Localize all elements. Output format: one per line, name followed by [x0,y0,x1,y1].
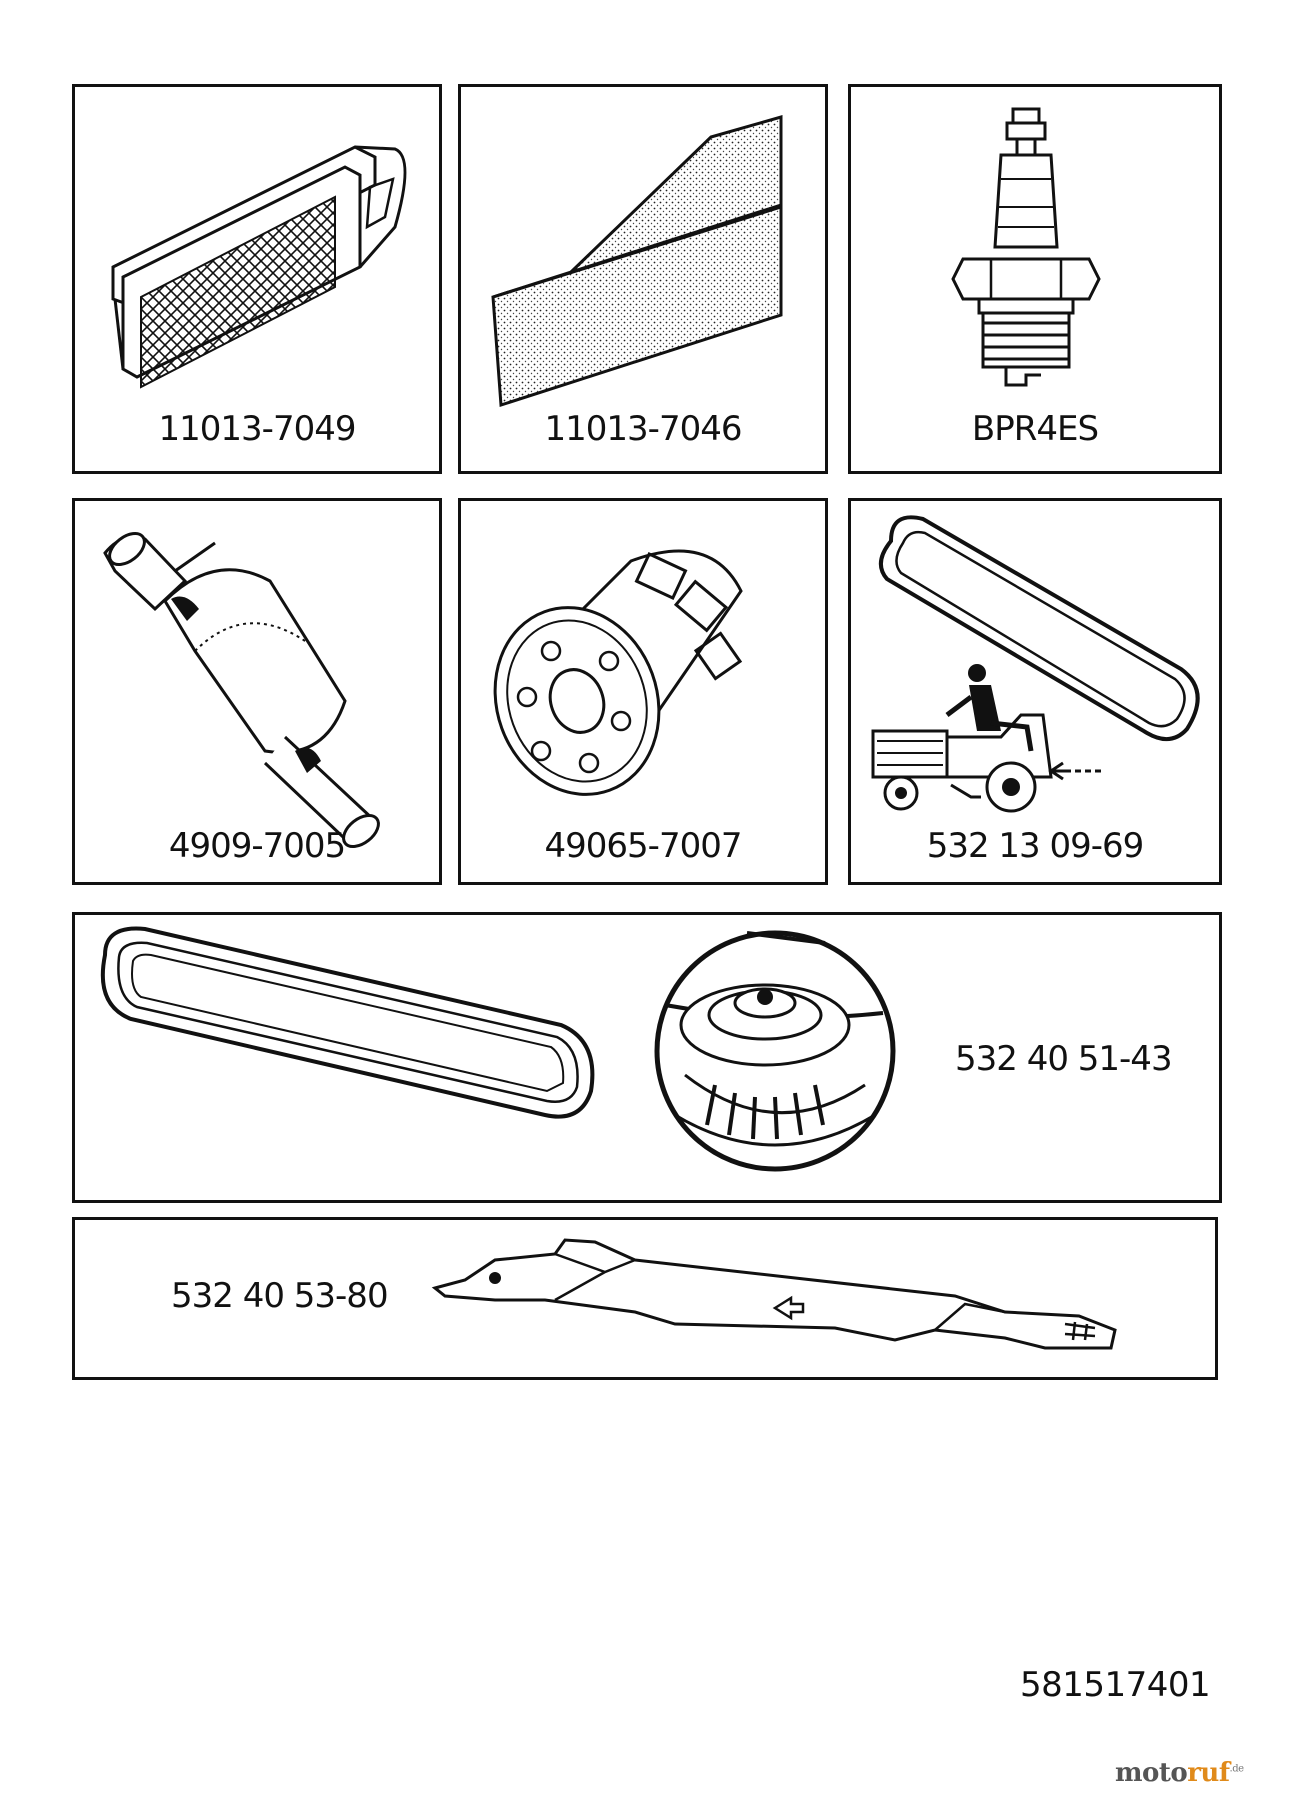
part-card-drive-belt[interactable] [848,498,1222,885]
part-number-label: 11013-7049 [158,409,356,449]
part-card-air-filter[interactable] [72,84,442,474]
part-number-label: 11013-7046 [544,409,742,449]
part-number-label: 49065-7007 [544,826,742,866]
part-card-belt-pulley-kit[interactable] [72,912,1222,1203]
drive-belt-icon [851,501,1219,882]
part-card-oil-filter[interactable] [458,498,828,885]
part-number-label: 532 40 51-43 [955,1039,1172,1079]
part-number-label: 532 13 09-69 [926,826,1144,866]
part-card-mower-blade[interactable] [72,1217,1218,1380]
part-number-label: BPR4ES [971,409,1099,449]
part-card-fuel-filter[interactable] [72,498,442,885]
watermark-accent: ruf [1187,1758,1230,1788]
watermark-suffix: .de [1229,1763,1244,1775]
oil-filter-icon [461,501,825,882]
document-number: 581517401 [1020,1665,1211,1705]
watermark-main: moto [1115,1758,1188,1788]
part-number-label: 532 40 53-80 [171,1276,388,1316]
part-number-label: 4909-7005 [168,826,346,866]
fuel-filter-icon [75,501,439,882]
watermark-logo [1115,1758,1244,1788]
part-card-pre-filter[interactable] [458,84,828,474]
part-card-spark-plug[interactable] [848,84,1222,474]
